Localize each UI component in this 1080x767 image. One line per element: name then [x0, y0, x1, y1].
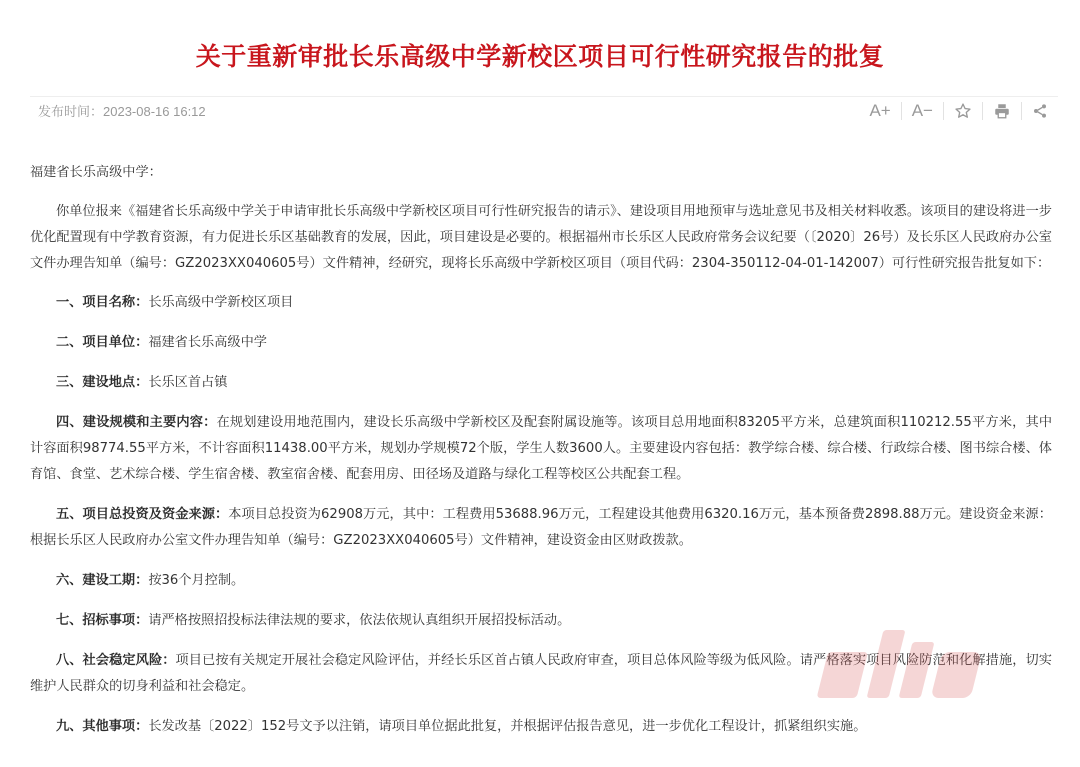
item-text: 长乐高级中学新校区项目 [148, 295, 294, 310]
meta-bar [30, 96, 1058, 129]
item-project-unit [30, 330, 1052, 356]
item-duration [30, 568, 1052, 594]
item-label: 五、项目总投资及资金来源： [56, 507, 229, 522]
item-scale [30, 410, 1052, 488]
item-text: 长乐区首占镇 [148, 375, 228, 390]
item-text: 请严格按照招投标法律法规的要求，依法依规认真组织开展招投标活动。 [148, 613, 571, 628]
article-toolbar [859, 99, 1058, 123]
article-title: 关于重新审批长乐高级中学新校区项目可行性研究报告的批复 [195, 41, 885, 71]
item-location [30, 370, 1052, 396]
item-label: 四、建设规模和主要内容： [56, 415, 217, 430]
font-decrease-button[interactable]: A− [911, 101, 933, 120]
print-icon [993, 102, 1011, 120]
watermark-logo [808, 612, 1028, 712]
font-increase-button[interactable]: A+ [869, 101, 891, 120]
favorite-button[interactable] [944, 99, 982, 123]
item-text: 项目已按有关规定开展社会稳定风险评估，并经长乐区首占镇人民政府审查，项目总体风险等级为低风险。请严格落实项目风险防范和化解措施，切实维护人民群众的切身利益和社会稳定。 [30, 653, 1052, 694]
item-label: 二、项目单位： [56, 335, 149, 350]
item-text: 按36个月控制。 [148, 573, 245, 588]
star-icon [954, 102, 972, 120]
share-icon [1032, 103, 1048, 119]
item-label: 三、建设地点： [56, 375, 149, 390]
salutation: 福建省长乐高级中学： [30, 165, 162, 180]
item-investment [30, 502, 1052, 554]
intro-paragraph: 你单位报来《福建省长乐高级中学关于申请审批长乐高级中学新校区项目可行性研究报告的请示》、建设项目用地预审与选址意见书及相关材料收悉。该项目的建设将进一步优化配置现有中学教育资源，有力促进长乐区基础教育的发展，因此，项目建设是必要的。根据福州市长乐区人民政府常务会议纪要（〔2020〕26号）及长乐区人民政府办公室文件办理告知单（编号：GZ2023XX040605号）文件精神，经研究，现将长乐高级中学新校区项目（项目代码：2304-350112-04-01-142007）可行性研究报告批复如下： [30, 204, 1052, 271]
item-label: 一、项目名称： [56, 295, 149, 310]
item-label: 九、其他事项： [56, 719, 149, 734]
item-text: 长发改基〔2022〕152号文予以注销，请项目单位据此批复，并根据评估报告意见，进一步优化工程设计，抓紧组织实施。 [148, 719, 867, 734]
item-text: 在规划建设用地范围内，建设长乐高级中学新校区及配套附属设施等。该项目总用地面积83205平方米，总建筑面积110212.55平方米，其中计容面积98774.55平方米，不计容面积11438.00平方米，规划办学规模72个版，学生人数3600人。主要建设内容包括：教学综合楼、综合楼、行政综合楼、图书综合楼、体育馆、食堂、艺术综合楼、学生宿舍楼、教室宿舍楼、配套用房、田径场及道路与绿化工程等校区公共配套工程。 [30, 415, 1053, 482]
item-label: 七、招标事项： [56, 613, 149, 628]
item-project-name [30, 290, 1052, 316]
item-label: 六、建设工期： [56, 573, 149, 588]
item-other [30, 714, 1052, 740]
item-text: 本项目总投资为62908万元，其中：工程费用53688.96万元，工程建设其他费用6320.16万元，基本预备费2898.88万元。建设资金来源：根据长乐区人民政府办公室文件办理告知单（编号：GZ2023XX040605号）文件精神，建设资金由区财政拨款。 [30, 507, 1052, 548]
item-text: 福建省长乐高级中学 [148, 335, 267, 350]
share-button[interactable] [1022, 99, 1058, 123]
publish-time: 发布时间：2023-08-16 16:12 [38, 104, 206, 119]
print-button[interactable] [983, 99, 1021, 123]
item-label: 八、社会稳定风险： [56, 653, 176, 668]
